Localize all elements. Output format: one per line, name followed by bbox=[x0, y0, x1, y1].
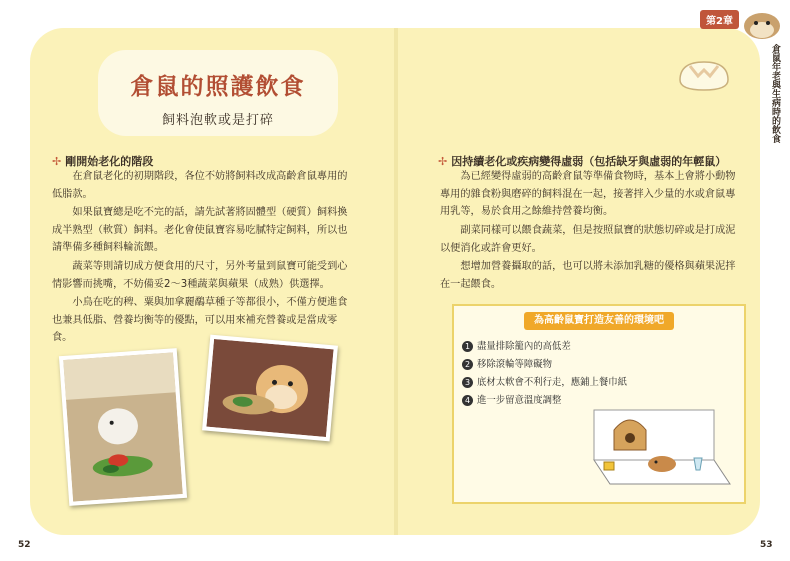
page-number-left: 52 bbox=[18, 540, 31, 550]
title-box bbox=[98, 50, 338, 136]
tip-item: 1 盡量排除籠內的高低差 bbox=[462, 338, 571, 352]
tip-item: 2 移除滾輪等障礙物 bbox=[462, 356, 552, 370]
tip-item: 3 底材太軟會不利行走，應鋪上餐巾紙 bbox=[462, 374, 627, 388]
paragraph: 小鳥在吃的稗、粟與加拿麗鷸草種子等都很小，不僅方便進食也兼具低脂、營養均衡等的優點，可以用來補充營養或是當成零食。 bbox=[52, 297, 348, 344]
section-heading-right: ✢ 因持續老化或疾病變得虛弱（包括缺牙與虛弱的年輕鼠） bbox=[438, 155, 727, 168]
hamster-silhouette-icon bbox=[676, 58, 732, 94]
page-subtitle: 飼料泡軟或是打碎 bbox=[161, 113, 274, 128]
bullet-cross-icon: ✢ bbox=[52, 155, 62, 168]
hamster-illustration bbox=[63, 352, 183, 501]
page-title: 倉鼠的照護飲食 bbox=[130, 74, 306, 100]
bullet-cross-icon: ✢ bbox=[438, 155, 448, 168]
chapter-side-title: 倉鼠年老與生病時的飲食 bbox=[770, 44, 780, 143]
hamster-photo-eating-vegetables bbox=[59, 348, 187, 506]
paragraph: 蔬菜等則請切成方便食用的尺寸，另外考量到鼠寶可能受到心情影響而挑嘴，不妨備妥2〜3種蔬菜與蘋果（成熟）供選擇。 bbox=[52, 261, 348, 290]
paragraph: 在倉鼠老化的初期階段，各位不妨將飼料改成高齡倉鼠專用的低脂款。 bbox=[52, 171, 348, 200]
paragraph: 想增加營養攝取的話，也可以將未添加乳糖的優格與蘋果泥拌在一起餵食。 bbox=[440, 261, 736, 290]
paragraph: 如果鼠寶總是吃不完的話，請先試著將固體型（硬質）飼料換成半熟型（軟質）飼料。老化會使鼠寶容易吃膩特定飼料，所以也請準備多種飼料輪流餵。 bbox=[52, 207, 348, 254]
environment-box-title: 為高齡鼠寶打造友善的環境吧 bbox=[524, 312, 674, 330]
tip-item: 4 進一步留意溫度調整 bbox=[462, 392, 561, 406]
chapter-tab: 第2章 bbox=[700, 10, 739, 29]
paragraph: 副菜同樣可以餵食蔬菜，但是按照鼠寶的狀態切碎或是打成泥以便消化或許會更好。 bbox=[440, 225, 736, 254]
hamster-photo-with-seeds bbox=[202, 335, 338, 442]
book-gutter bbox=[394, 28, 398, 535]
hamster-head-icon bbox=[742, 6, 782, 40]
cage-illustration bbox=[584, 400, 734, 496]
hamster-illustration bbox=[206, 339, 333, 437]
paragraph: 為已經變得虛弱的高齡倉鼠等準備食物時，基本上會將小動物專用的雜食粉與磨碎的飼料混在一起，接著拌入少量的水或倉鼠專用乳等，易於食用之餘維持營養均衡。 bbox=[440, 171, 736, 218]
environment-tips-box bbox=[452, 304, 746, 504]
page-number-right: 53 bbox=[760, 540, 773, 550]
section-heading-left: ✢ 剛開始老化的階段 bbox=[52, 155, 154, 168]
